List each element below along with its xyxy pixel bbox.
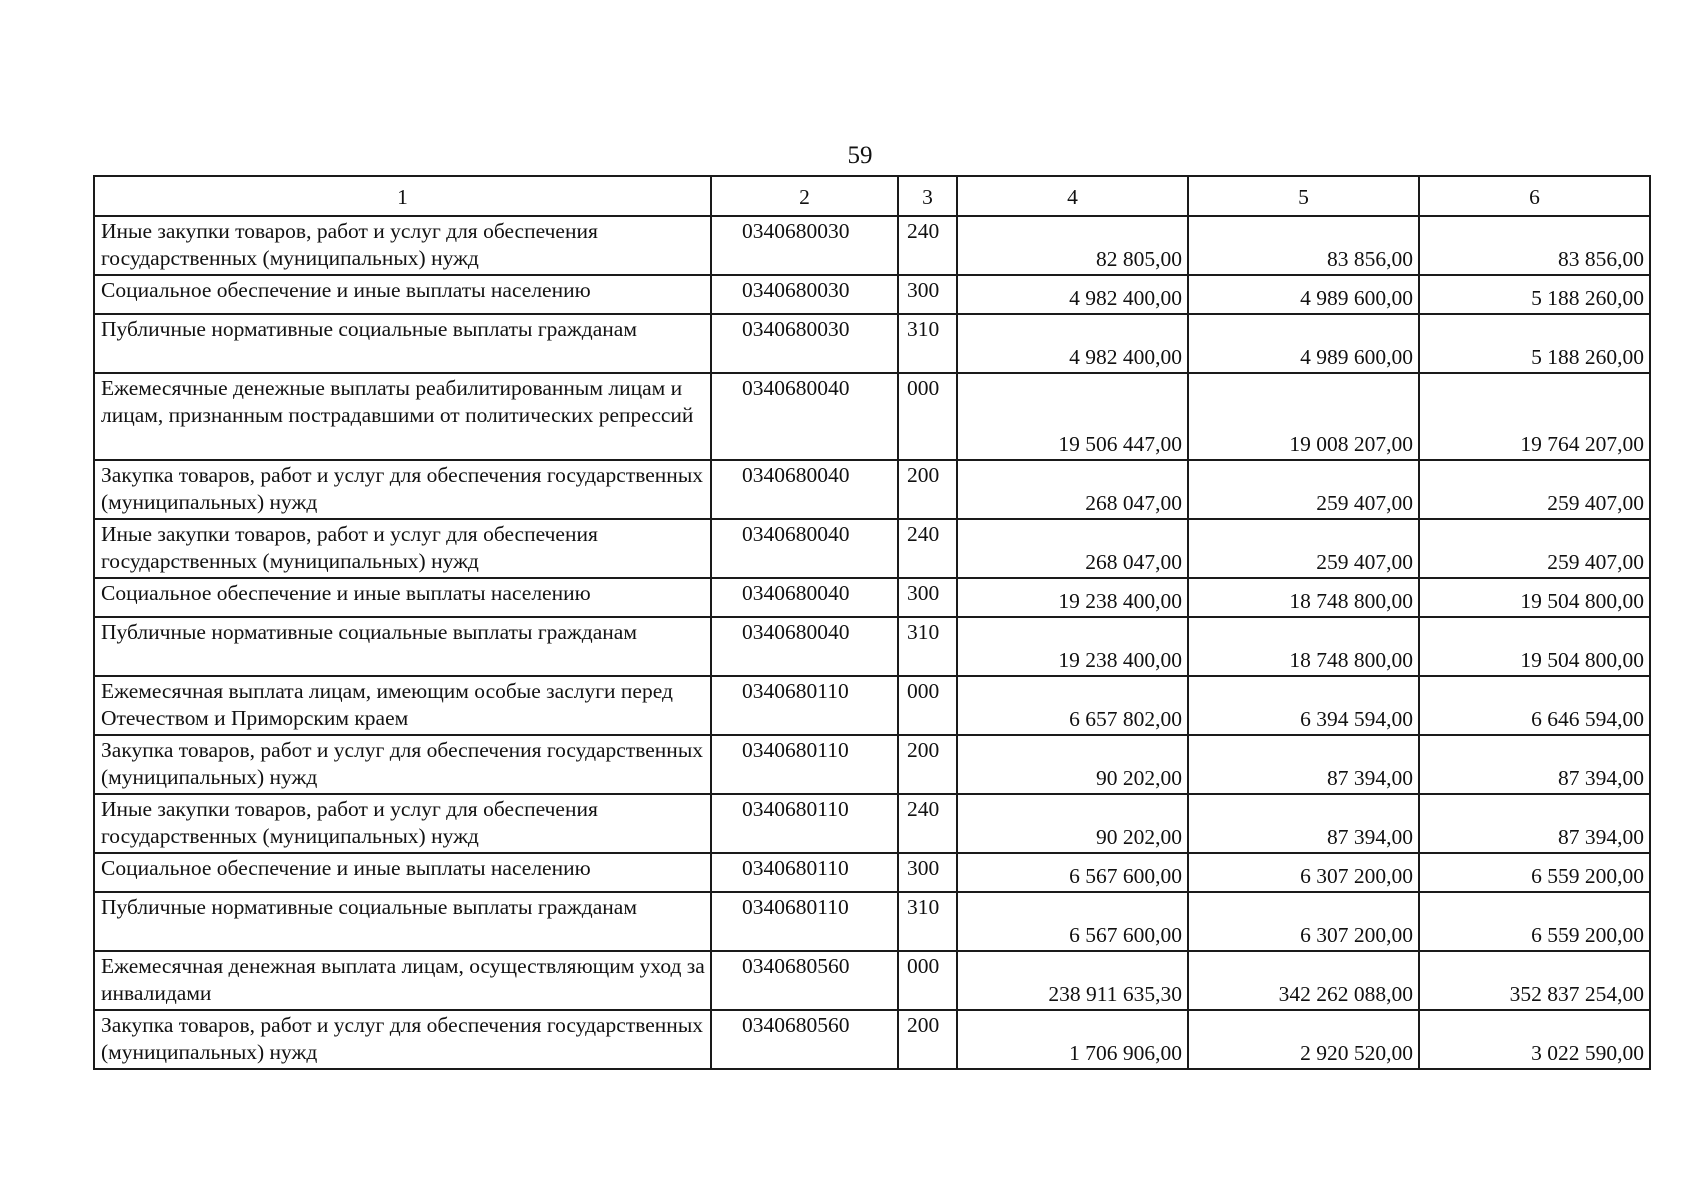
row-amount-5: 19 008 207,00 <box>1188 373 1419 460</box>
row-kvr: 240 <box>898 794 957 853</box>
table-row <box>94 676 1650 735</box>
row-kvr: 300 <box>898 853 957 892</box>
row-name: Закупка товаров, работ и услуг для обеспечения государственных (муниципальных) нужд <box>94 460 711 519</box>
row-amount-6: 6 559 200,00 <box>1419 892 1650 951</box>
row-kvr: 300 <box>898 275 957 314</box>
row-name: Иные закупки товаров, работ и услуг для обеспечения государственных (муниципальных) нужд <box>94 216 711 275</box>
row-code: 0340680040 <box>711 578 898 617</box>
row-code: 0340680110 <box>711 794 898 853</box>
row-code: 0340680560 <box>711 951 898 1010</box>
row-amount-4: 1 706 906,00 <box>957 1010 1188 1069</box>
row-amount-6: 5 188 260,00 <box>1419 275 1650 314</box>
row-amount-5: 4 989 600,00 <box>1188 314 1419 373</box>
column-header-3: 3 <box>898 176 957 216</box>
column-header-2: 2 <box>711 176 898 216</box>
row-name: Публичные нормативные социальные выплаты гражданам <box>94 892 711 951</box>
row-code: 0340680040 <box>711 373 898 460</box>
row-amount-5: 18 748 800,00 <box>1188 617 1419 676</box>
row-amount-6: 83 856,00 <box>1419 216 1650 275</box>
row-amount-4: 268 047,00 <box>957 460 1188 519</box>
column-header-1: 1 <box>94 176 711 216</box>
row-kvr: 310 <box>898 892 957 951</box>
row-name: Социальное обеспечение и иные выплаты населению <box>94 853 711 892</box>
row-kvr: 000 <box>898 373 957 460</box>
row-kvr: 240 <box>898 216 957 275</box>
column-header-4: 4 <box>957 176 1188 216</box>
row-amount-4: 4 982 400,00 <box>957 314 1188 373</box>
row-code: 0340680030 <box>711 216 898 275</box>
row-amount-6: 6 646 594,00 <box>1419 676 1650 735</box>
row-code: 0340680110 <box>711 853 898 892</box>
row-code: 0340680560 <box>711 1010 898 1069</box>
row-code: 0340680040 <box>711 460 898 519</box>
table-row <box>94 314 1650 373</box>
row-amount-4: 268 047,00 <box>957 519 1188 578</box>
row-code: 0340680110 <box>711 892 898 951</box>
row-amount-6: 352 837 254,00 <box>1419 951 1650 1010</box>
page-number: 59 <box>847 142 873 169</box>
row-code: 0340680110 <box>711 676 898 735</box>
row-amount-6: 259 407,00 <box>1419 519 1650 578</box>
row-amount-6: 19 764 207,00 <box>1419 373 1650 460</box>
row-amount-4: 82 805,00 <box>957 216 1188 275</box>
row-name: Социальное обеспечение и иные выплаты населению <box>94 275 711 314</box>
row-kvr: 000 <box>898 951 957 1010</box>
row-name: Публичные нормативные социальные выплаты гражданам <box>94 314 711 373</box>
budget-table <box>93 175 1651 1070</box>
row-code: 0340680040 <box>711 519 898 578</box>
row-amount-6: 87 394,00 <box>1419 735 1650 794</box>
row-amount-4: 6 567 600,00 <box>957 853 1188 892</box>
row-amount-4: 238 911 635,30 <box>957 951 1188 1010</box>
table-row <box>94 519 1650 578</box>
row-amount-6: 259 407,00 <box>1419 460 1650 519</box>
row-amount-4: 6 657 802,00 <box>957 676 1188 735</box>
row-kvr: 200 <box>898 735 957 794</box>
row-amount-6: 19 504 800,00 <box>1419 578 1650 617</box>
table-row <box>94 373 1650 460</box>
row-amount-5: 259 407,00 <box>1188 519 1419 578</box>
row-amount-4: 19 238 400,00 <box>957 617 1188 676</box>
table-row <box>94 275 1650 314</box>
row-code: 0340680110 <box>711 735 898 794</box>
row-amount-5: 6 394 594,00 <box>1188 676 1419 735</box>
table-row <box>94 578 1650 617</box>
row-amount-5: 6 307 200,00 <box>1188 892 1419 951</box>
table-row <box>94 617 1650 676</box>
table-row <box>94 951 1650 1010</box>
row-amount-5: 87 394,00 <box>1188 794 1419 853</box>
row-amount-6: 6 559 200,00 <box>1419 853 1650 892</box>
row-kvr: 310 <box>898 617 957 676</box>
table-row <box>94 794 1650 853</box>
row-amount-5: 6 307 200,00 <box>1188 853 1419 892</box>
column-header-6: 6 <box>1419 176 1650 216</box>
row-amount-5: 4 989 600,00 <box>1188 275 1419 314</box>
table-row <box>94 735 1650 794</box>
row-name: Иные закупки товаров, работ и услуг для обеспечения государственных (муниципальных) нужд <box>94 519 711 578</box>
row-name: Закупка товаров, работ и услуг для обеспечения государственных (муниципальных) нужд <box>94 735 711 794</box>
row-amount-4: 4 982 400,00 <box>957 275 1188 314</box>
table-row <box>94 460 1650 519</box>
row-name: Ежемесячная денежная выплата лицам, осуществляющим уход за инвалидами <box>94 951 711 1010</box>
row-amount-6: 5 188 260,00 <box>1419 314 1650 373</box>
row-amount-4: 90 202,00 <box>957 794 1188 853</box>
row-name: Социальное обеспечение и иные выплаты населению <box>94 578 711 617</box>
row-kvr: 310 <box>898 314 957 373</box>
row-code: 0340680040 <box>711 617 898 676</box>
table-row <box>94 1010 1650 1069</box>
row-amount-4: 90 202,00 <box>957 735 1188 794</box>
column-header-5: 5 <box>1188 176 1419 216</box>
row-name: Закупка товаров, работ и услуг для обеспечения государственных (муниципальных) нужд <box>94 1010 711 1069</box>
row-kvr: 240 <box>898 519 957 578</box>
table-row <box>94 216 1650 275</box>
row-code: 0340680030 <box>711 314 898 373</box>
row-amount-5: 18 748 800,00 <box>1188 578 1419 617</box>
row-amount-6: 3 022 590,00 <box>1419 1010 1650 1069</box>
row-name: Ежемесячные денежные выплаты реабилитированным лицам и лицам, признанным пострадавшими от политических репрессий <box>94 373 711 460</box>
row-amount-5: 87 394,00 <box>1188 735 1419 794</box>
row-amount-6: 87 394,00 <box>1419 794 1650 853</box>
row-amount-6: 19 504 800,00 <box>1419 617 1650 676</box>
row-name: Иные закупки товаров, работ и услуг для обеспечения государственных (муниципальных) нужд <box>94 794 711 853</box>
row-kvr: 200 <box>898 460 957 519</box>
row-name: Публичные нормативные социальные выплаты гражданам <box>94 617 711 676</box>
row-code: 0340680030 <box>711 275 898 314</box>
table-header-row <box>94 176 1650 216</box>
row-amount-5: 2 920 520,00 <box>1188 1010 1419 1069</box>
table-row <box>94 853 1650 892</box>
row-amount-5: 342 262 088,00 <box>1188 951 1419 1010</box>
row-kvr: 200 <box>898 1010 957 1069</box>
row-amount-4: 6 567 600,00 <box>957 892 1188 951</box>
row-amount-4: 19 506 447,00 <box>957 373 1188 460</box>
row-kvr: 300 <box>898 578 957 617</box>
row-amount-5: 83 856,00 <box>1188 216 1419 275</box>
table-row <box>94 892 1650 951</box>
row-kvr: 000 <box>898 676 957 735</box>
row-name: Ежемесячная выплата лицам, имеющим особые заслуги перед Отечеством и Приморским краем <box>94 676 711 735</box>
row-amount-4: 19 238 400,00 <box>957 578 1188 617</box>
row-amount-5: 259 407,00 <box>1188 460 1419 519</box>
